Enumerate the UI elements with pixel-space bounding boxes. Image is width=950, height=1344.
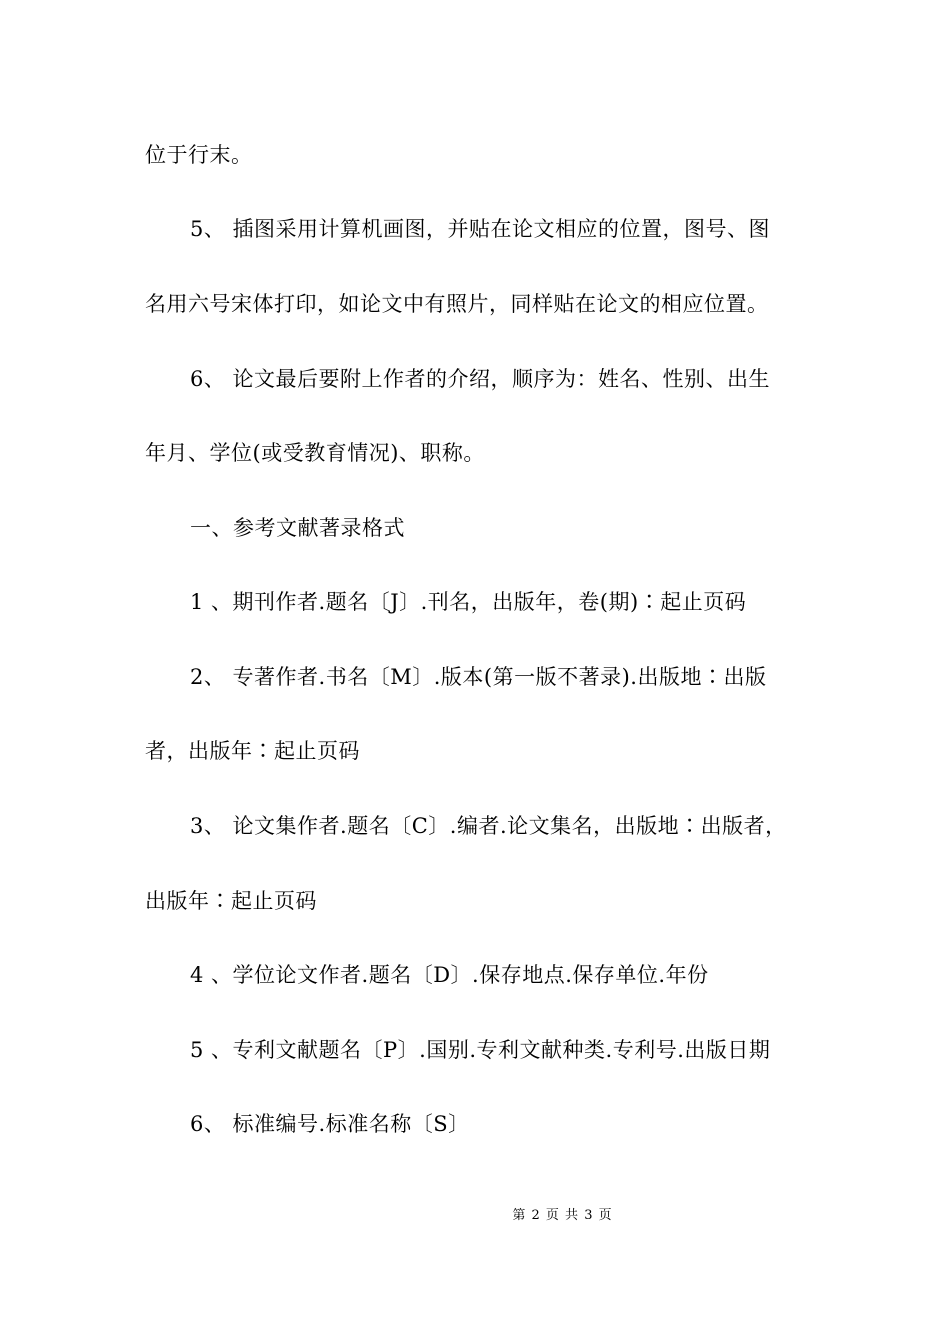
text-line-3: 名用六号宋体打印，如论文中有照片，同样贴在论文的相应位置。 <box>145 292 769 316</box>
text-line-14: 6、 标准编号.标准名称〔S〕 <box>190 1112 470 1136</box>
section-heading: 一、参考文献著录格式 <box>190 516 405 540</box>
text-line-10: 3、 论文集作者.题名〔C〕.编者.论文集名，出版地∶出版者， <box>190 814 787 838</box>
text-line-11: 出版年∶起止页码 <box>145 889 317 913</box>
text-line-1: 位于行末。 <box>145 143 253 167</box>
text-line-2: 5、 插图采用计算机画图，并贴在论文相应的位置，图号、图 <box>190 217 771 241</box>
text-line-7: 1 、期刊作者.题名〔J〕.刊名，出版年，卷(期)∶起止页码 <box>190 590 747 614</box>
page-number-footer: 第 2 页 共 3 页 <box>512 1208 613 1223</box>
text-line-4: 6、 论文最后要附上作者的介绍，顺序为：姓名、性别、出生 <box>190 367 771 391</box>
text-line-8: 2、 专著作者.书名〔M〕.版本(第一版不著录).出版地∶出版 <box>190 665 767 689</box>
text-line-13: 5 、专利文献题名〔P〕.国别.专利文献种类.专利号.出版日期 <box>190 1038 771 1062</box>
text-line-9: 者，出版年∶起止页码 <box>145 739 360 763</box>
text-line-12: 4 、学位论文作者.题名〔D〕.保存地点.保存单位.年份 <box>190 963 709 987</box>
text-line-5: 年月、学位(或受教育情况)、职称。 <box>145 441 485 465</box>
